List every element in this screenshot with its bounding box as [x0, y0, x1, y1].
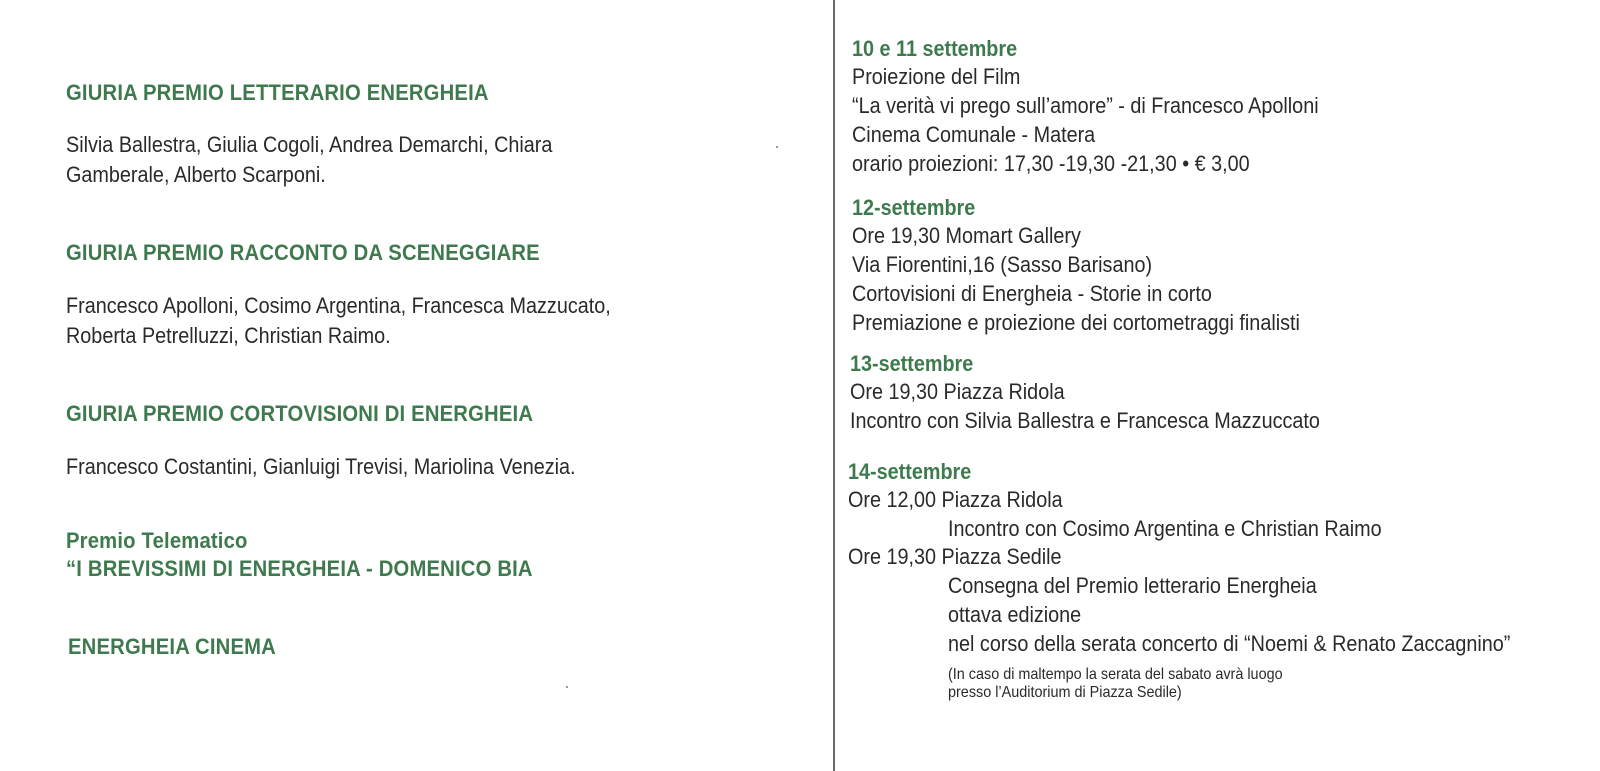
day1-details [852, 62, 1319, 178]
jury-story-title: GIURIA PREMIO RACCONTO DA SCENEGGIARE [66, 240, 540, 265]
day3-line: Incontro con Silvia Ballestra e Francesca Mazzuccato [850, 408, 1320, 433]
weather-note [948, 666, 1283, 702]
day3-line: Ore 19,30 Piazza Ridola [850, 379, 1065, 404]
day4-date: 14-settembre [848, 459, 972, 484]
jury-story-members [66, 291, 611, 351]
telematic-title: Premio Telematico [66, 528, 248, 553]
day2-line: Ore 19,30 Momart Gallery [852, 223, 1081, 248]
day1-line: Proiezione del Film [852, 64, 1021, 89]
day2-line: Via Fiorentini,16 (Sasso Barisano) [852, 252, 1153, 277]
day2-date: 12-settembre [852, 195, 976, 220]
jury-shorts-members [66, 452, 576, 482]
jury-literary-line: Silvia Ballestra, Giulia Cogoli, Andrea Demarchi, Chiara [66, 132, 553, 157]
day1-line: orario proiezioni: 17,30 -19,30 -21,30 • € 3,00 [852, 151, 1250, 176]
day4-event2-line: Consegna del Premio letterario Energheia [948, 573, 1317, 598]
day1-date: 10 e 11 settembre [852, 36, 1018, 61]
day4-time2: Ore 19,30 Piazza Sedile [848, 544, 1062, 569]
day2-line: Premiazione e proiezione dei cortometraggi finalisti [852, 310, 1300, 335]
day3-details [850, 377, 1320, 435]
cinema-title: ENERGHEIA CINEMA [68, 634, 276, 659]
day4-time1: Ore 12,00 Piazza Ridola [848, 487, 1063, 512]
jury-literary-members [66, 130, 552, 190]
day4-event2 [948, 571, 1510, 658]
scan-speck [566, 686, 568, 688]
telematic-subtitle: “I BREVISSIMI DI ENERGHEIA - DOMENICO BIA [66, 556, 533, 581]
jury-literary-line: Gamberale, Alberto Scarponi. [66, 162, 326, 187]
day3-date: 13-settembre [850, 351, 974, 376]
weather-note-line: (In caso di maltempo la serata del sabato avrà luogo [948, 666, 1283, 683]
scan-speck [776, 146, 778, 148]
jury-literary-title: GIURIA PREMIO LETTERARIO ENERGHEIA [66, 80, 489, 105]
jury-story-line: Roberta Petrelluzzi, Christian Raimo. [66, 323, 391, 348]
day1-line: Cinema Comunale - Matera [852, 122, 1096, 147]
weather-note-line: presso l’Auditorium di Piazza Sedile) [948, 684, 1182, 701]
day2-line: Cortovisioni di Energheia - Storie in corto [852, 281, 1212, 306]
day4-event1: Incontro con Cosimo Argentina e Christian Raimo [948, 516, 1382, 541]
day2-details [852, 221, 1300, 337]
jury-shorts-title: GIURIA PREMIO CORTOVISIONI DI ENERGHEIA [66, 401, 534, 426]
day1-line: “La verità vi prego sull’amore” - di Francesco Apolloni [852, 93, 1319, 118]
day4-event2-line: ottava edizione [948, 602, 1082, 627]
page-fold [833, 0, 835, 771]
day4-event2-line: nel corso della serata concerto di “Noemi & Renato Zaccagnino” [948, 631, 1511, 656]
jury-story-line: Francesco Apolloni, Cosimo Argentina, Francesca Mazzucato, [66, 293, 611, 318]
jury-shorts-line: Francesco Costantini, Gianluigi Trevisi, Mariolina Venezia. [66, 454, 576, 479]
